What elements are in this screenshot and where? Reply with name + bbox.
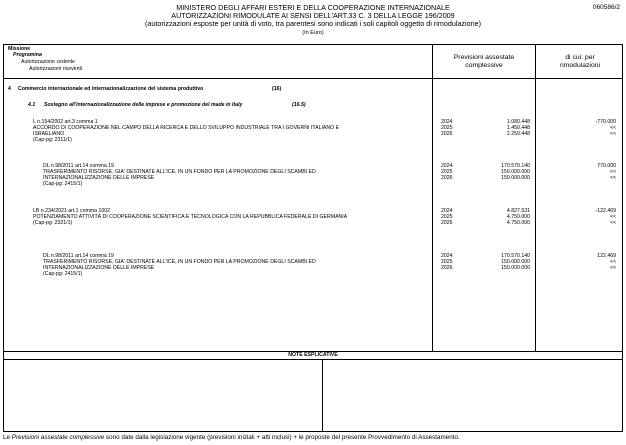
entry-4-amount-3: 150.000.000 [501,265,530,271]
entry-1-year-3: 2026 [441,131,453,137]
entry-3-desc: POTENZIAMENTO ATTIVITÀ DI COOPERAZIONE SCIENTIFICA E TECNOLOGICA CON LA REPUBBLICA FEDERALE DI GERMANIA [33,214,348,220]
entry-1-desc: ACCORDO DI COOPERAZIONE NEL CAMPO DELLA RICERCA E DELLO SVILUPPO INDUSTRIALE TRA I GOVERNI ITALIANO E [33,125,340,131]
entry-2-amount-2: 150.000.000 [501,169,530,175]
entry-3-year-2: 2025 [441,214,453,220]
entry-1-rimod-2: << [609,125,616,131]
entry-2-rimod-1: 770.000 [597,163,616,169]
report-title: AUTORIZZAZIONI RIMODULATE AI SENSI DELL'ART.33 C. 3 DELLA LEGGE 196/2009 [171,11,455,20]
document-number: 060586/2 [592,4,620,11]
entry-1-law: L n.154/2002 art.3 comma 1 [33,119,98,125]
program-number: 4.1 [28,102,36,108]
entry-1-year-1: 2024 [441,119,453,125]
entry-3-rimod-3: << [609,220,616,226]
entry-2-desc: TRASFERIMENTO RISORSE, GIA' DESTINATE ALL'ICE, IN UN FONDO PER LA PROMOZIONE DEGLI SCAMBI ED [43,169,316,175]
program-label: Sostegno all'internazionalizzazione delle imprese e promozione del made in Italy [44,102,243,108]
ministry-title: MINISTERO DEGLI AFFARI ESTERI E DELLA COOPERAZIONE INTERNAZIONALE [176,3,450,12]
entry-3-amount-1: 4.827.531 [506,208,530,214]
entry-1-amount-2: 1.450.448 [506,125,530,131]
entry-4-cap: (Cap-pg: 2415/1) [43,271,83,277]
entry-2-law: DL n.98/2011 art.14 comma 19 [43,163,114,169]
col-sep-1 [432,45,433,351]
footer-text-2: sono date dalla legislazione vigente (previsioni iniziali + atti inclusi) + le proposte del presente Provvedimento di Assestamento. [104,434,460,441]
col-missione: Missione [8,46,31,52]
col-autorizzazione-cedente: Autorizzazione cedente [21,59,75,65]
entry-2-desc-2: INTERNAZIONALIZZAZIONE DELLE IMPRESE [43,175,155,181]
notes-title-line [4,359,622,360]
entry-1-year-2: 2025 [441,125,453,131]
footer-note [3,434,460,441]
entry-2-year-3: 2026 [441,175,453,181]
col-rimodulazioni: di cui: per rimodulazioni [559,54,601,69]
entry-3-law: LB n.234/2021 art.1 comma 1002 [33,208,110,214]
col-autorizzazioni-riceventi: Autorizzazioni riceventi [29,66,83,72]
entry-3-cap: (Cap-pg: 2321/1) [33,220,73,226]
notes-divider [322,359,323,431]
entry-1-rimod-3: << [609,131,616,137]
notes-title: NOTE ESPLICATIVE [288,352,338,358]
entry-3-amount-2: 4.750.000 [506,214,530,220]
mission-number: 4 [8,86,11,92]
header-divider [4,78,622,79]
entry-3-year-1: 2024 [441,208,453,214]
mission-code: (16) [272,86,282,92]
entry-1-amount-3: 2.250.448 [506,131,530,137]
entry-2-rimod-2: << [609,169,616,175]
report-subtitle: (autorizzazioni esposte per unità di voto, tra parentesi sono indicati i soli capitoli oggetto di rimodulazione) [144,19,481,28]
entry-2-amount-3: 150.000.000 [501,175,530,181]
entry-2-year-1: 2024 [441,163,453,169]
col-previsioni: Previsioni assestate complessive [453,54,515,69]
entry-1-cap: (Cap-pg: 2311/1) [33,137,72,143]
entry-4-year-1: 2024 [441,253,453,259]
main-table [3,44,623,432]
entry-1-desc-2: ISRAELIANO [33,131,65,137]
col-sep-2 [535,45,536,351]
entry-3-rimod-2: << [609,214,616,220]
entry-3-rimod-1: -122.469 [595,208,616,214]
unit-label: (In Euro) [302,30,324,36]
col-programma: Programma [13,52,42,58]
mission-label: Commercio internazionale ed internazionalizzazione del sistema produttivo [18,86,204,92]
entry-3-year-3: 2026 [441,220,453,226]
program-code: (16.5) [292,102,306,108]
entry-4-desc-2: INTERNAZIONALIZZAZIONE DELLE IMPRESE [43,265,155,271]
entry-1-amount-1: 1.080.448 [506,119,530,125]
entry-1-rimod-1: -770.000 [595,119,616,125]
entry-2-cap: (Cap-pg: 2415/1) [43,181,83,187]
footer-text-1: Le [3,434,12,441]
footer-text-italic: Previsioni assestate complessive [11,434,105,441]
entry-2-year-2: 2025 [441,169,453,175]
entry-4-rimod-1: 122.469 [597,253,616,259]
entry-4-rimod-3: << [609,265,616,271]
entry-3-amount-3: 4.750.000 [506,220,530,226]
entry-4-desc: TRASFERIMENTO RISORSE, GIA' DESTINATE ALL'ICE, IN UN FONDO PER LA PROMOZIONE DEGLI SCAMBI ED [43,259,316,265]
entry-4-year-3: 2026 [441,265,453,271]
entry-4-rimod-2: << [609,259,616,265]
entry-2-amount-1: 170.570.140 [501,163,530,169]
entry-4-amount-2: 150.000.000 [501,259,530,265]
entry-2-rimod-3: << [609,175,616,181]
entry-4-law: DL n.98/2011 art.14 comma 19 [43,253,114,259]
entry-4-year-2: 2025 [441,259,453,265]
entry-4-amount-1: 170.570.140 [501,253,530,259]
